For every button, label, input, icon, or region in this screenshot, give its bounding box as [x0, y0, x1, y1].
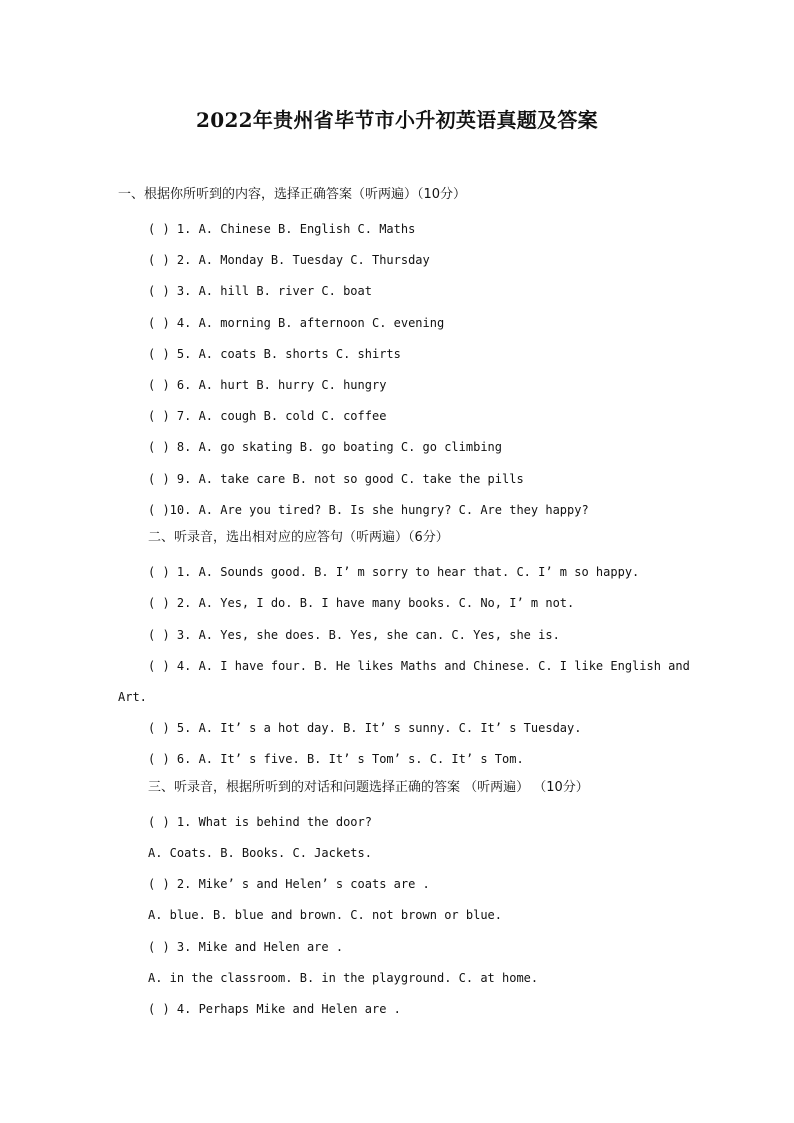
- question-item-continuation: Art.: [118, 690, 147, 704]
- question-item: ( ) 4. A. I have four. B. He likes Maths and Chinese. C. I like English and: [148, 659, 690, 673]
- question-item: ( ) 6. A. hurt B. hurry C. hungry: [148, 378, 387, 392]
- question-item: ( ) 1. A. Sounds good. B. I’ m sorry to hear that. C. I’ m so happy.: [148, 565, 640, 579]
- section-1-heading: 一、根据你所听到的内容，选择正确答案（听两遍）（10分）: [118, 187, 467, 202]
- section-2-heading: 二、听录音，选出相对应的应答句（听两遍）（6分）: [148, 530, 449, 545]
- question-item: ( ) 8. A. go skating B. go boating C. go climbing: [148, 440, 503, 454]
- question-item: ( ) 7. A. cough B. cold C. coffee: [148, 409, 387, 423]
- question-item: ( ) 2. A. Monday B. Tuesday C. Thursday: [148, 253, 430, 267]
- page-title: 2022年贵州省毕节市小升初英语真题及答案: [196, 108, 598, 132]
- answer-options: A. Coats. B. Books. C. Jackets.: [148, 846, 372, 860]
- question-item: ( ) 3. A. hill B. river C. boat: [148, 284, 372, 298]
- question-item: ( ) 2. A. Yes, I do. B. I have many books. C. No, I’ m not.: [148, 596, 575, 610]
- question-item: ( ) 9. A. take care B. not so good C. take the pills: [148, 472, 524, 486]
- section-3-heading: 三、听录音，根据所听到的对话和问题选择正确的答案 （听两遍） （10分）: [148, 780, 589, 795]
- question-item: ( )10. A. Are you tired? B. Is she hungry? C. Are they happy?: [148, 503, 589, 517]
- question-item: ( ) 1. What is behind the door?: [148, 815, 372, 829]
- question-item: ( ) 4. Perhaps Mike and Helen are .: [148, 1002, 401, 1016]
- question-item: ( ) 5. A. coats B. shorts C. shirts: [148, 347, 401, 361]
- question-item: ( ) 4. A. morning B. afternoon C. evening: [148, 316, 445, 330]
- question-item: ( ) 2. Mike’ s and Helen’ s coats are .: [148, 877, 430, 891]
- question-item: ( ) 6. A. It’ s five. B. It’ s Tom’ s. C. It’ s Tom.: [148, 752, 524, 766]
- question-item: ( ) 3. A. Yes, she does. B. Yes, she can. C. Yes, she is.: [148, 628, 560, 642]
- answer-options: A. in the classroom. B. in the playground. C. at home.: [148, 971, 539, 985]
- answer-options: A. blue. B. blue and brown. C. not brown or blue.: [148, 908, 503, 922]
- question-item: ( ) 1. A. Chinese B. English C. Maths: [148, 222, 416, 236]
- question-item: ( ) 5. A. It’ s a hot day. B. It’ s sunny. C. It’ s Tuesday.: [148, 721, 582, 735]
- question-item: ( ) 3. Mike and Helen are .: [148, 940, 344, 954]
